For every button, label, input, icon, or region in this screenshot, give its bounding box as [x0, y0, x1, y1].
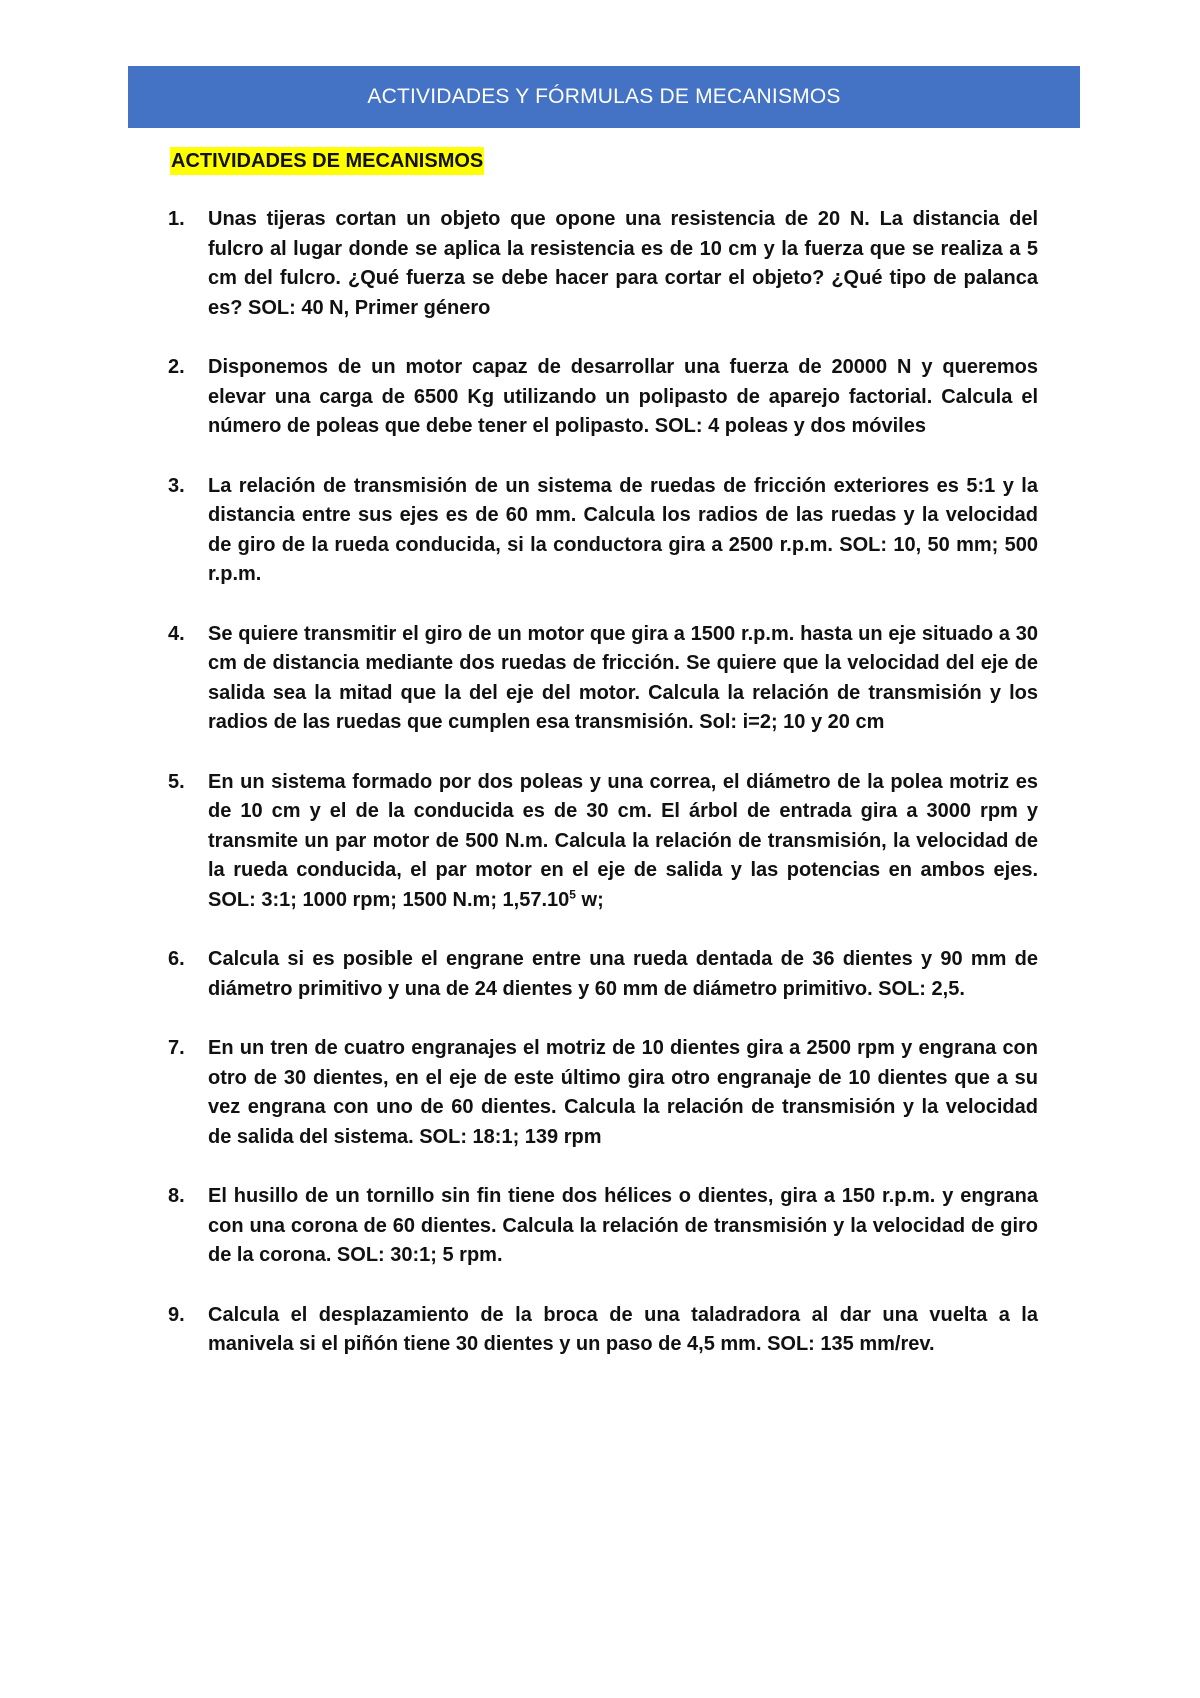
item-number: 5.	[168, 770, 185, 793]
list-item	[168, 620, 1038, 738]
superscript-exponent: 5	[569, 886, 576, 901]
activity-list	[168, 205, 1038, 1390]
list-item	[168, 945, 1038, 1004]
item-text-main: En un sistema formado por dos poleas y una correa, el diámetro de la polea motriz es de 10 cm y el de la conducida es de 30 cm. El árbol de entrada gira a 3000 rpm y transmite un par motor de 500 N.m. Calcula la relación de transmisión, la velocidad de la rueda conducida, el par motor en el eje de salida y las potencias en ambos ejes. SOL: 3:1; 1000 rpm; 1500 N.m; 1,57.10	[208, 770, 1038, 911]
item-number: 1.	[168, 208, 185, 230]
item-number: 8.	[168, 1185, 185, 1207]
item-number: 4.	[168, 622, 185, 645]
list-item	[168, 1182, 1038, 1271]
item-text: Disponemos de un motor capaz de desarrollar una fuerza de 20000 N y queremos elevar una carga de 6500 Kg utilizando un polipasto de aparejo factorial. Calcula el número de poleas que debe tener el polipasto. SOL: 4 poleas y dos móviles	[208, 356, 1038, 437]
section-heading: ACTIVIDADES DE MECANISMOS	[170, 147, 484, 175]
item-text: La relación de transmisión de un sistema de ruedas de fricción exteriores es 5:1 y la distancia entre sus ejes es de 60 mm. Calcula los radios de las ruedas y la velocidad de giro de la rueda conducida, si la conductora gira a 2500 r.p.m. SOL: 10, 50 mm; 500 r.p.m.	[208, 474, 1038, 585]
list-item	[168, 768, 1038, 916]
item-number: 7.	[168, 1037, 185, 1059]
item-text: Calcula si es posible el engrane entre una rueda dentada de 36 dientes y 90 mm de diámetro primitivo y una de 24 dientes y 60 mm de diámetro primitivo. SOL: 2,5.	[208, 948, 1038, 1000]
list-item	[168, 472, 1038, 590]
list-item	[168, 205, 1038, 323]
item-text: El husillo de un tornillo sin fin tiene dos hélices o dientes, gira a 150 r.p.m. y engrana con una corona de 60 dientes. Calcula la relación de transmisión y la velocidad de giro de la corona. SOL: 30:1; 5 rpm.	[208, 1185, 1038, 1266]
item-number: 3.	[168, 474, 185, 497]
item-number: 2.	[168, 356, 185, 378]
item-number: 6.	[168, 948, 185, 970]
item-text: Calcula el desplazamiento de la broca de una taladradora al dar una vuelta a la manivela si el piñón tiene 30 dientes y un paso de 4,5 mm. SOL: 135 mm/rev.	[208, 1303, 1038, 1355]
list-item	[168, 353, 1038, 442]
header-band	[128, 66, 1080, 128]
list-item	[168, 1301, 1038, 1360]
item-text	[208, 768, 1038, 916]
list-item	[168, 1034, 1038, 1152]
item-number: 9.	[168, 1303, 185, 1326]
item-text-tail: w;	[575, 888, 604, 911]
item-text: Se quiere transmitir el giro de un motor que gira a 1500 r.p.m. hasta un eje situado a 30 cm de distancia mediante dos ruedas de fricción. Se quiere que la velocidad del eje de salida sea la mitad que la del eje del motor. Calcula la relación de transmisión y los radios de las ruedas que cumplen esa transmisión. Sol: i=2; 10 y 20 cm	[208, 622, 1038, 733]
page-title: ACTIVIDADES Y FÓRMULAS DE MECANISMOS	[367, 85, 841, 108]
item-text: En un tren de cuatro engranajes el motriz de 10 dientes gira a 2500 rpm y engrana con otro de 30 dientes, en el eje de este último gira otro engranaje de 10 dientes que a su vez engrana con uno de 60 dientes. Calcula la relación de transmisión y la velocidad de salida del sistema. SOL: 18:1; 139 rpm	[208, 1037, 1038, 1148]
item-text: Unas tijeras cortan un objeto que opone una resistencia de 20 N. La distancia del fulcro al lugar donde se aplica la resistencia es de 10 cm y la fuerza que se realiza a 5 cm del fulcro. ¿Qué fuerza se debe hacer para cortar el objeto? ¿Qué tipo de palanca es? SOL: 40 N, Primer género	[208, 208, 1038, 319]
